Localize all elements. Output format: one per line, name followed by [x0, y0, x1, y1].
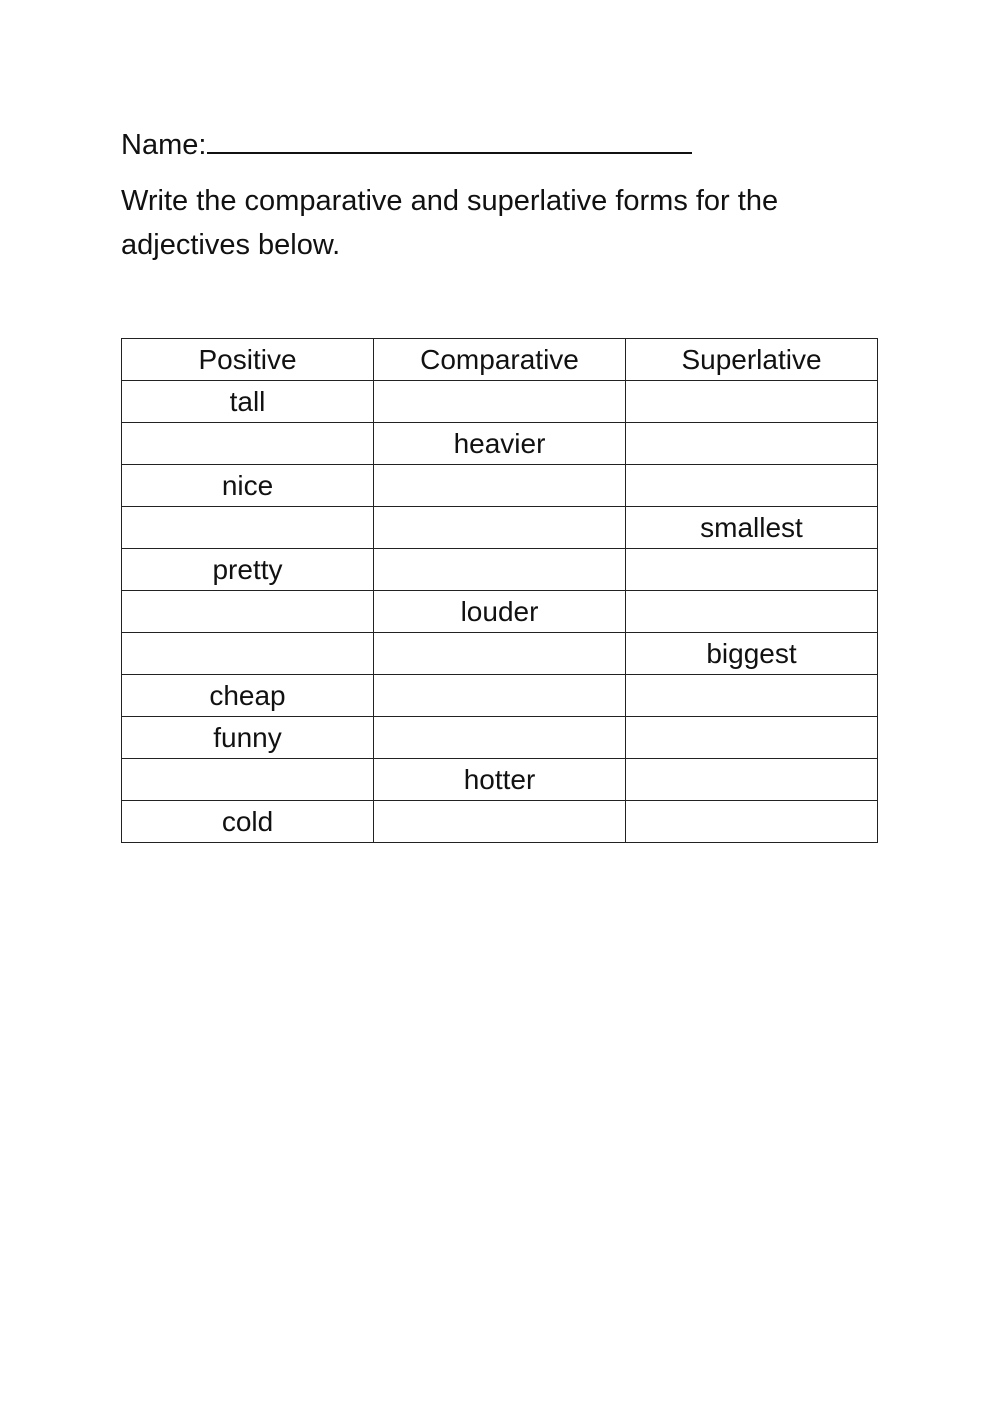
- superlative-cell[interactable]: [626, 717, 878, 759]
- positive-cell[interactable]: [122, 591, 374, 633]
- positive-cell[interactable]: funny: [122, 717, 374, 759]
- positive-cell[interactable]: cold: [122, 801, 374, 843]
- table-row: [122, 423, 878, 465]
- table-row: [122, 759, 878, 801]
- table-header-row: [122, 339, 878, 381]
- table-row: [122, 717, 878, 759]
- table-row: [122, 549, 878, 591]
- header-superlative: Superlative: [626, 339, 878, 381]
- comparative-cell[interactable]: [374, 549, 626, 591]
- instructions-text: Write the comparative and superlative forms for the adjectives below.: [121, 185, 779, 261]
- comparative-cell[interactable]: heavier: [374, 423, 626, 465]
- comparative-cell[interactable]: louder: [374, 591, 626, 633]
- comparative-cell[interactable]: hotter: [374, 759, 626, 801]
- superlative-cell[interactable]: [626, 423, 878, 465]
- comparative-cell[interactable]: [374, 633, 626, 675]
- table-row: [122, 507, 878, 549]
- superlative-cell[interactable]: [626, 801, 878, 843]
- superlative-cell[interactable]: [626, 465, 878, 507]
- table-row: [122, 633, 878, 675]
- superlative-cell[interactable]: biggest: [626, 633, 878, 675]
- name-field-row: [121, 122, 692, 165]
- comparative-cell[interactable]: [374, 465, 626, 507]
- superlative-cell[interactable]: [626, 381, 878, 423]
- positive-cell[interactable]: [122, 507, 374, 549]
- header-comparative: Comparative: [374, 339, 626, 381]
- positive-cell[interactable]: [122, 759, 374, 801]
- positive-cell[interactable]: pretty: [122, 549, 374, 591]
- table-row: [122, 381, 878, 423]
- table-row: [122, 465, 878, 507]
- positive-cell[interactable]: [122, 633, 374, 675]
- header-positive: Positive: [122, 339, 374, 381]
- table-row: [122, 801, 878, 843]
- superlative-cell[interactable]: [626, 759, 878, 801]
- comparative-cell[interactable]: [374, 675, 626, 717]
- comparative-cell[interactable]: [374, 717, 626, 759]
- name-answer-blank[interactable]: [207, 122, 692, 154]
- table-row: [122, 591, 878, 633]
- superlative-cell[interactable]: smallest: [626, 507, 878, 549]
- adjective-forms-table: [121, 338, 878, 843]
- positive-cell[interactable]: tall: [122, 381, 374, 423]
- name-label: Name:: [121, 129, 207, 161]
- comparative-cell[interactable]: [374, 507, 626, 549]
- comparative-cell[interactable]: [374, 381, 626, 423]
- superlative-cell[interactable]: [626, 675, 878, 717]
- positive-cell[interactable]: nice: [122, 465, 374, 507]
- comparative-cell[interactable]: [374, 801, 626, 843]
- superlative-cell[interactable]: [626, 591, 878, 633]
- positive-cell[interactable]: [122, 423, 374, 465]
- superlative-cell[interactable]: [626, 549, 878, 591]
- table-row: [122, 675, 878, 717]
- positive-cell[interactable]: cheap: [122, 675, 374, 717]
